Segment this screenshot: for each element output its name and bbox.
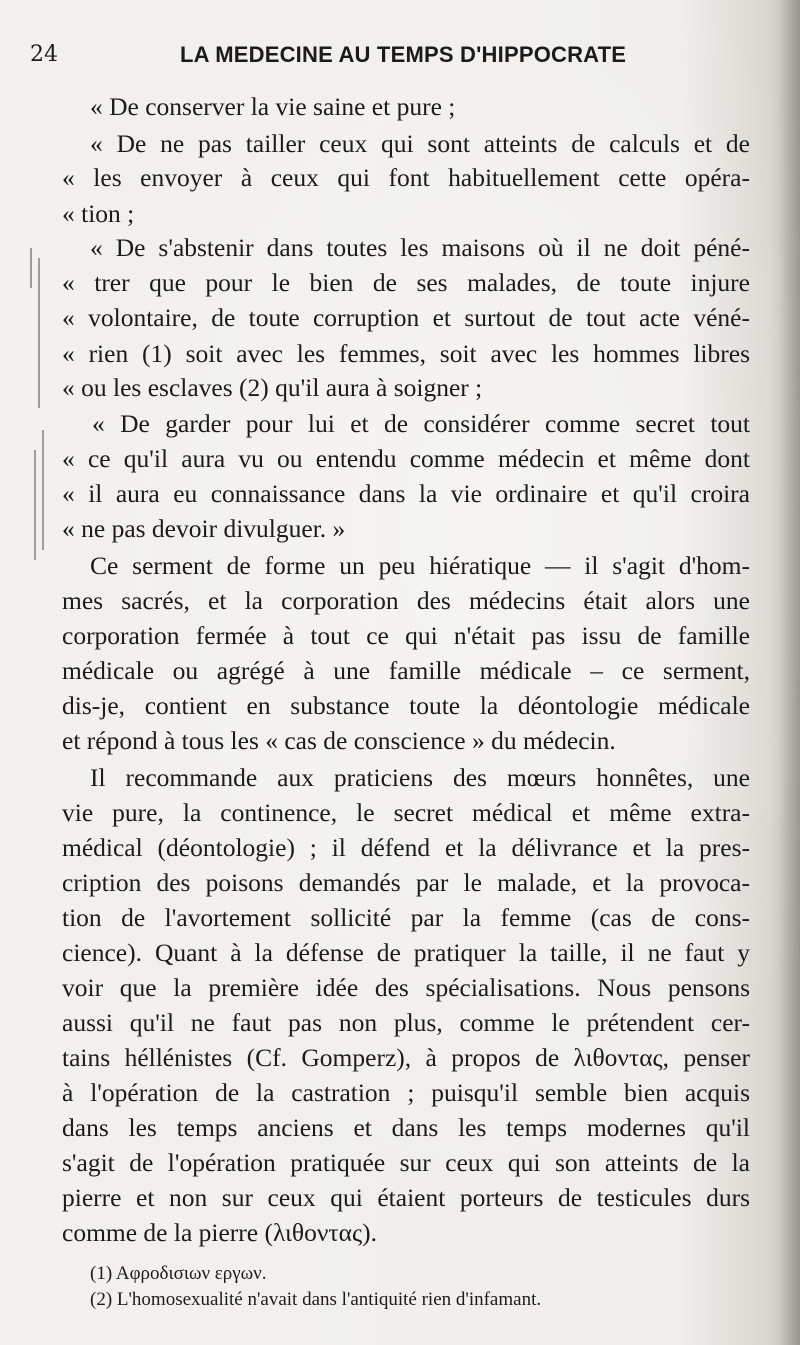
- text-line: « De s'abstenir dans toutes les maisons où il ne doit péné-: [90, 233, 750, 262]
- text-line: « ou les esclaves (2) qu'il aura à soigner ;: [62, 373, 483, 402]
- text-line: Il recommande aux praticiens des mœurs honnêtes, une: [90, 763, 750, 792]
- text-line: médical (déontologie) ; il défend et la délivrance et la pres-: [62, 833, 750, 862]
- text-line: médicale ou agrégé à une famille médicale – ce serment,: [62, 656, 750, 685]
- margin-pencil-mark: [30, 248, 32, 288]
- text-line: tains héllénistes (Cf. Gomperz), à propos de λιθοντας, penser: [62, 1043, 750, 1072]
- text-line: Ce serment de forme un peu hiératique — il s'agit d'hom-: [90, 551, 750, 580]
- footnote: (2) L'homosexualité n'avait dans l'antiquité rien d'infamant.: [90, 1289, 542, 1310]
- text-line: aussi qu'il ne faut pas non plus, comme le prétendent cer-: [62, 1008, 750, 1037]
- text-line: « ne pas devoir divulguer. »: [62, 514, 346, 543]
- text-line: « rien (1) soit avec les femmes, soit avec les hommes libres: [62, 339, 750, 368]
- running-title: LA MEDECINE AU TEMPS D'HIPPOCRATE: [180, 42, 627, 67]
- text-line: « il aura eu connaissance dans la vie ordinaire et qu'il croira: [62, 479, 750, 508]
- text-line: « trer que pour le bien de ses malades, de toute injure: [62, 268, 750, 297]
- margin-pencil-mark: [34, 450, 36, 560]
- text-line: dans les temps anciens et dans les temps modernes qu'il: [62, 1113, 750, 1142]
- text-line: s'agit de l'opération pratiquée sur ceux qui son atteints de la: [62, 1148, 750, 1177]
- text-line: cription des poisons demandés par le malade, et la provoca-: [62, 868, 750, 897]
- text-line: « De ne pas tailler ceux qui sont atteints de calculs et de: [90, 129, 750, 158]
- page-number: 24: [30, 42, 58, 67]
- text-line: corporation fermée à tout ce qui n'était pas issu de famille: [62, 621, 750, 650]
- text-line: à l'opération de la castration ; puisqu'il semble bien acquis: [62, 1078, 750, 1107]
- page-edge-shadow: [778, 0, 800, 1345]
- page-header: [30, 38, 770, 70]
- text-line: voir que la première idée des spécialisations. Nous pensons: [62, 973, 750, 1002]
- text-line: mes sacrés, et la corporation des médecins était alors une: [62, 586, 750, 615]
- text-line: « De garder pour lui et de considérer comme secret tout: [92, 409, 750, 438]
- margin-pencil-mark: [38, 258, 40, 408]
- text-line: et répond à tous les « cas de conscience » du médecin.: [62, 726, 616, 755]
- text-line: tion de l'avortement sollicité par la femme (cas de cons-: [62, 903, 750, 932]
- text-line: « ce qu'il aura vu ou entendu comme médecin et même dont: [62, 444, 750, 473]
- text-line: « De conserver la vie saine et pure ;: [90, 92, 456, 121]
- margin-pencil-mark: [42, 430, 44, 550]
- text-line: comme de la pierre (λιθοντας).: [62, 1218, 377, 1247]
- text-line: « les envoyer à ceux qui font habituellement cette opéra-: [62, 163, 750, 192]
- text-line: « volontaire, de toute corruption et surtout de tout acte véné-: [62, 303, 750, 332]
- text-line: « tion ;: [62, 199, 135, 228]
- text-line: vie pure, la continence, le secret médical et même extra-: [62, 798, 750, 827]
- footnote: (1) Αφροδισιων εργων.: [90, 1263, 267, 1284]
- text-line: pierre et non sur ceux qui étaient porteurs de testicules durs: [62, 1183, 750, 1212]
- text-line: dis-je, contient en substance toute la déontologie médicale: [62, 691, 750, 720]
- text-line: cience). Quant à la défense de pratiquer la taille, il ne faut y: [62, 938, 750, 967]
